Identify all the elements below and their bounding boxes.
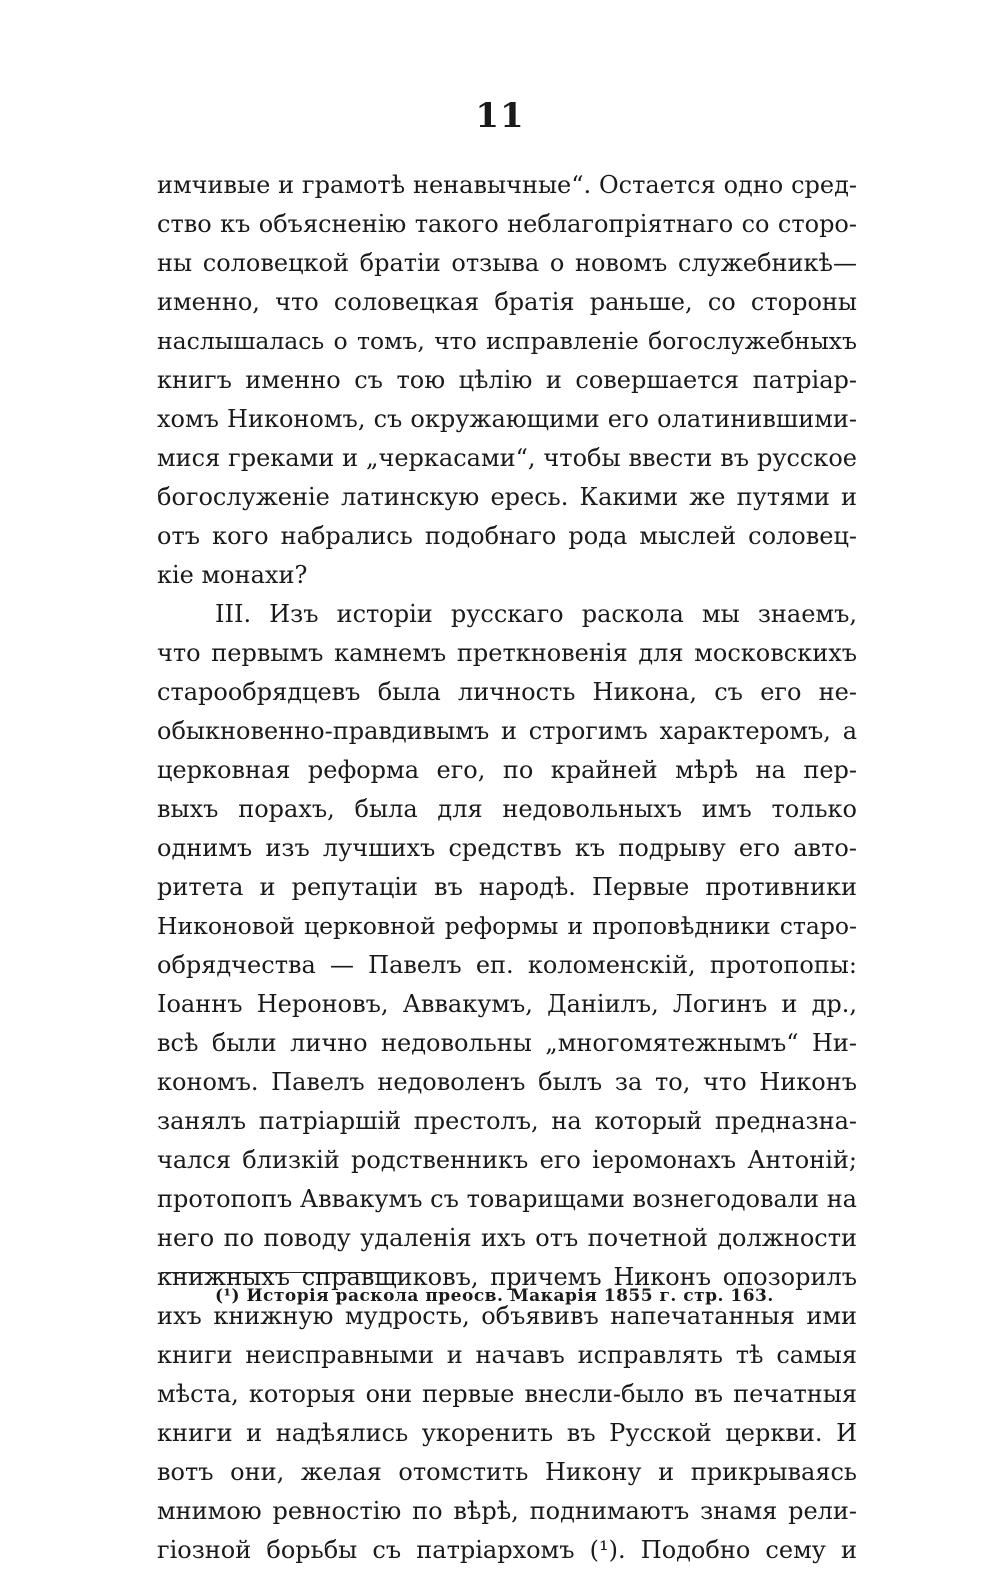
text-line: однимъ изъ лучшихъ средствъ къ подрыву его авто- bbox=[157, 834, 857, 862]
text-line: богослуженіе латинскую ересь. Какими же путями и bbox=[157, 483, 857, 511]
text-line: него по поводу удаленія ихъ отъ почетной должности bbox=[157, 1224, 857, 1252]
text-line: что первымъ камнемъ преткновенія для московскихъ bbox=[157, 639, 857, 667]
body-text bbox=[157, 166, 857, 1570]
text-line: ритета и репутаціи въ народѣ. Первые противники bbox=[157, 873, 857, 901]
page-number: 11 bbox=[475, 96, 525, 136]
text-line: всѣ были лично недовольны „многомятежнымъ“ Ни- bbox=[157, 1029, 857, 1057]
text-line: ство къ объясненію такого неблагопріятнаго со сторо- bbox=[157, 210, 857, 238]
text-line: Іоаннъ Нероновъ, Аввакумъ, Даніилъ, Логинъ и др., bbox=[157, 990, 857, 1018]
text-line: кіе монахи? bbox=[157, 561, 308, 589]
text-line: Никоновой церковной реформы и проповѣдники старо- bbox=[157, 912, 857, 940]
text-line: чался близкій родственникъ его іеромонахъ Антоній; bbox=[157, 1146, 857, 1174]
text-line: гіозной борьбы съ патріархомъ (¹). Подобно сему и bbox=[157, 1536, 857, 1564]
footnote-divider bbox=[161, 1272, 399, 1273]
text-line: ны соловецкой братіи отзыва о новомъ служебникѣ— bbox=[157, 249, 857, 277]
text-line: книгъ именно съ тою цѣлію и совершается патріар- bbox=[157, 366, 857, 394]
text-line: кономъ. Павелъ недоволенъ былъ за то, что Никонъ bbox=[157, 1068, 857, 1096]
text-line: обыкновенно-правдивымъ и строгимъ характеромъ, а bbox=[157, 717, 857, 745]
text-line: книжныхъ справщиковъ, причемъ Никонъ опозорилъ bbox=[157, 1263, 857, 1291]
text-line: именно, что соловецкая братія раньше, со стороны bbox=[157, 288, 857, 316]
text-line: имчивые и грамотѣ ненавычные“. Остается одно сред- bbox=[157, 171, 857, 199]
text-line: мнимою ревностію по вѣрѣ, поднимаютъ знамя рели- bbox=[157, 1497, 857, 1525]
text-line: церковная реформа его, по крайней мѣрѣ на пер- bbox=[157, 756, 857, 784]
text-line: мѣста, которыя они первые внесли-было въ печатныя bbox=[157, 1380, 857, 1408]
text-line: обрядчества — Павелъ еп. коломенскій, протопопы: bbox=[157, 951, 857, 979]
text-line: мися греками и „черкасами“, чтобы ввести въ русское bbox=[157, 444, 857, 472]
section-heading-line: III. Изъ исторіи русскаго раскола мы знаемъ, bbox=[215, 600, 857, 628]
text-line: ихъ книжную мудрость, объявивъ напечатанныя ими bbox=[157, 1302, 857, 1330]
text-line: протопопъ Аввакумъ съ товарищами вознегодовали на bbox=[157, 1185, 857, 1213]
text-line: отъ кого набрались подобнаго рода мыслей соловец- bbox=[157, 522, 857, 550]
text-line: выхъ порахъ, была для недовольныхъ имъ только bbox=[157, 795, 857, 823]
text-line: книги и надѣялись укоренить въ Русской церкви. И bbox=[157, 1419, 857, 1447]
text-line: занялъ патріаршій престолъ, на который предназна- bbox=[157, 1107, 857, 1135]
text-line: наслышалась о томъ, что исправленіе богослужебныхъ bbox=[157, 327, 857, 355]
footnote: (¹) Исторія раскола преосв. Макарія 1855 г. стр. 163. bbox=[215, 1286, 774, 1306]
text-line: вотъ они, желая отомстить Никону и прикрываясь bbox=[157, 1458, 857, 1486]
text-line: старообрядцевъ была личность Никона, съ его не- bbox=[157, 678, 857, 706]
text-line: хомъ Никономъ, съ окружающими его олатинившими- bbox=[157, 405, 857, 433]
text-line: книги неисправными и начавъ исправлять тѣ самыя bbox=[157, 1341, 857, 1369]
